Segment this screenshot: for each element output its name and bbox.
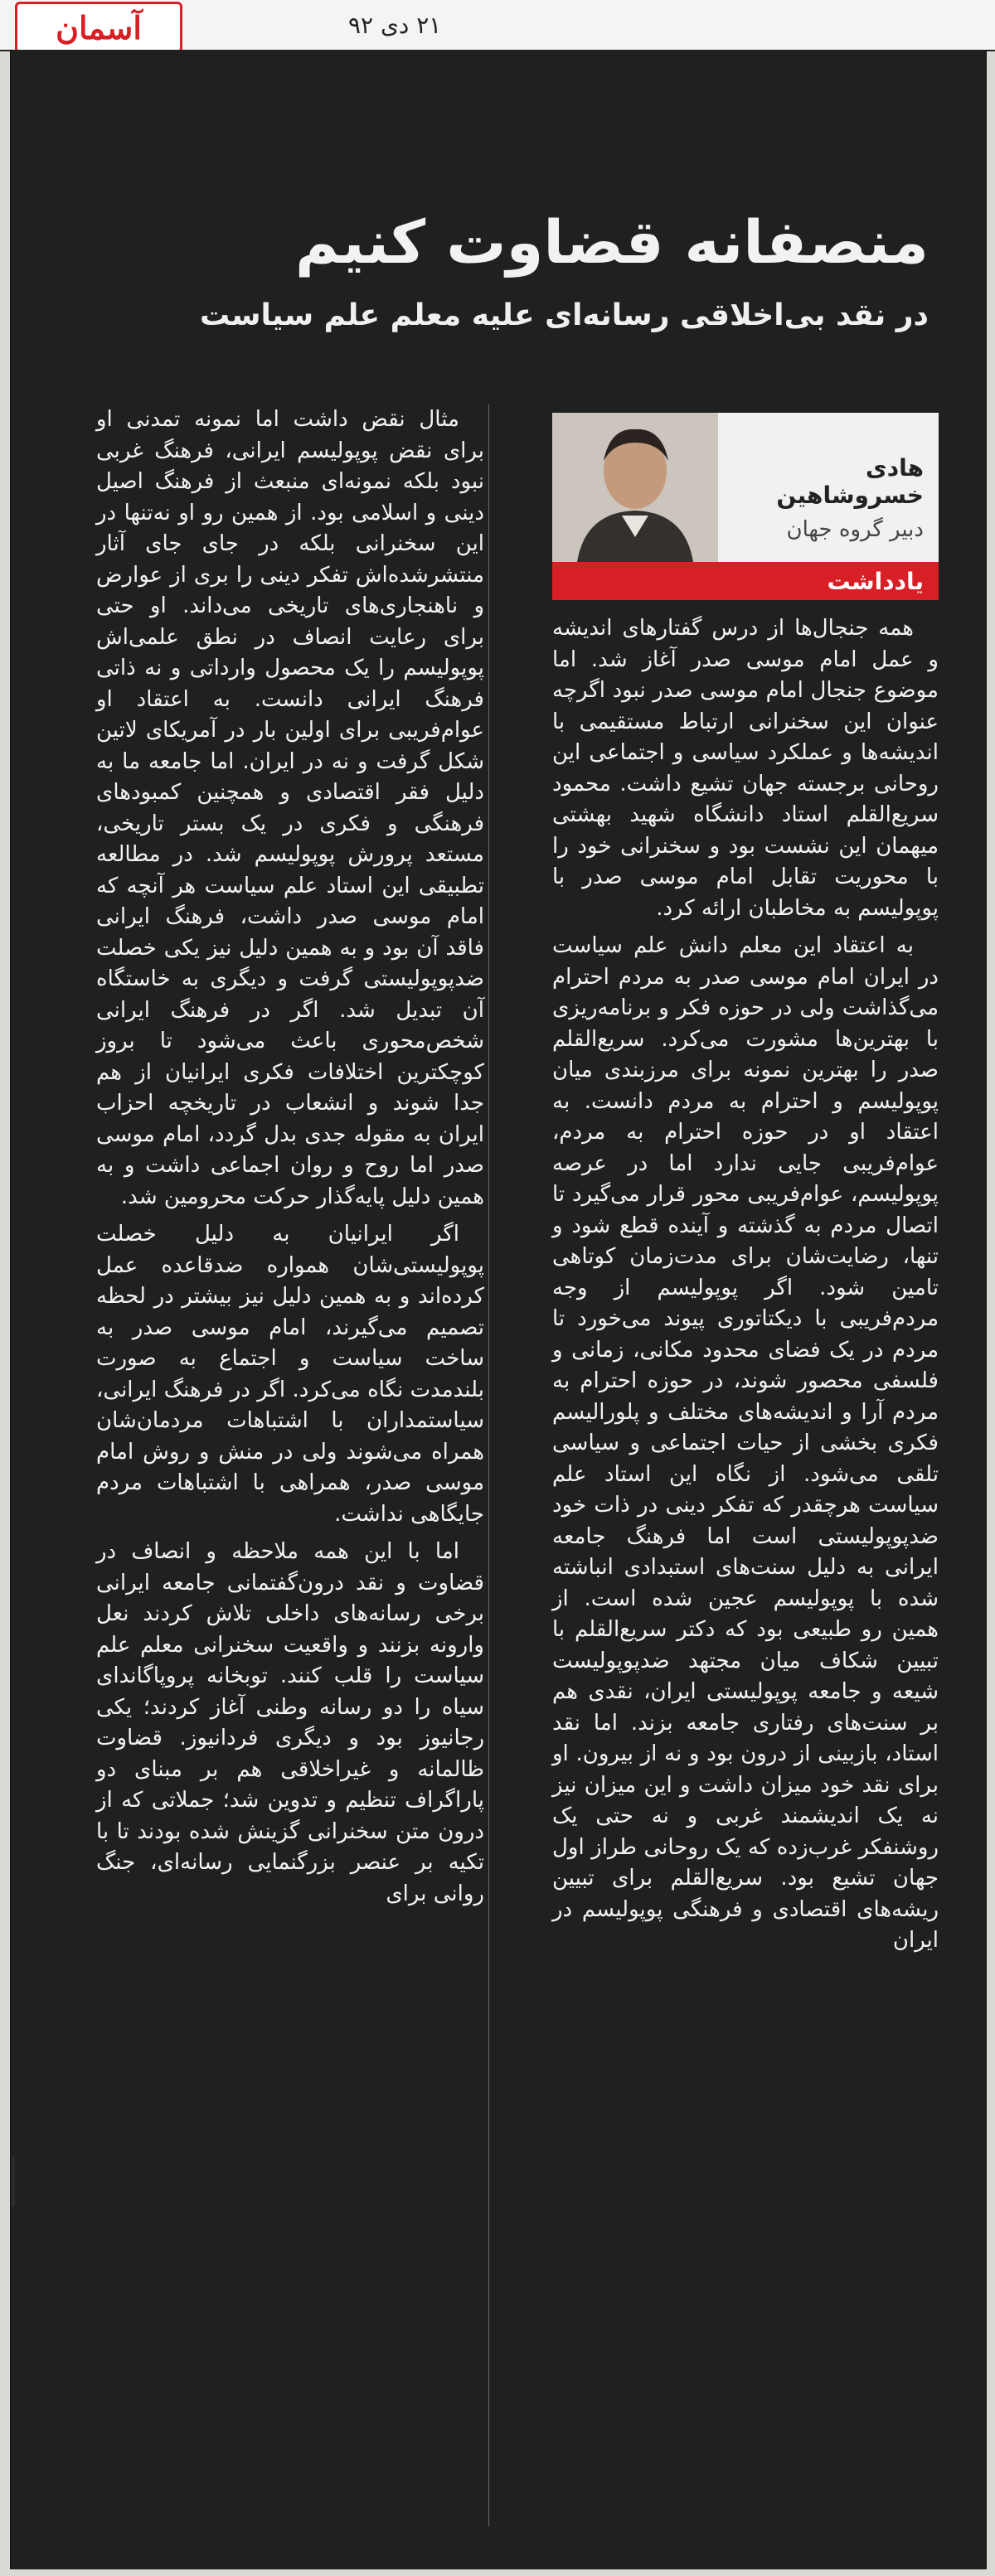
paragraph: اگر ایرانیان به دلیل خصلت پوپولیستی‌شان همواره ضدقاعده عمل کرده‌اند و به همین دلیل نیز بیشتر در لحظه تصمیم می‌گیرند، امام موسی صدر به ساخت سیاست و اجتماع به صورت بلندمدت نگاه می‌کرد. اگر در فرهنگ ایرانی، سیاستمداران با اشتباهات مردمان‌شان همراه می‌شوند ولی در منش و روش امام موسی صدر، همراهی با اشتباهات مردم جایگاهی نداشت. [96,1222,484,1527]
author-portrait-icon [552,413,718,562]
paragraph: مثال نقض داشت اما نمونه تمدنی او برای نقض پوپولیسم ایرانی، فرهنگ غربی نبود بلکه نمونه‌ای منبعث از فرهنگ اصیل دینی و اسلامی بود. از همین رو او نه‌تنها در این سخنرانی بلکه در جای جای آثار منتشرشده‌اش تفکر دینی را بری از عوارض و ناهنجاری‌های تاریخی می‌داند. او حتی برای رعایت انصاف در نطق علمی‌اش پوپولیسم را یک محصول وارداتی و نه ذاتی فرهنگ ایرانی دانست. به اعتقاد او عوام‌فریبی برای اولین بار در آمریکای لاتین شکل گرفت و نه در ایران. اما جامعه ما به دلیل فقر اقتصادی و همچنین کمبودهای فرهنگی و فکری در یک بستر تاریخی، مستعد پرورش پوپولیسم شد. در مطالعه تطبیقی این استاد علم سیاست هر آنچه که امام موسی صدر داشت، فرهنگ ایرانی فاقد آن بود و به همین دلیل نیز یکی خصلت ضدپوپولیستی گرفت و دیگری به خاستگاه آن تبدیل شد. اگر در فرهنگ ایرانی شخص‌محوری باعث می‌شود تا بروز کوچکترین اختلافات فکری ایرانیان از هم جدا شوند و انشعاب در تاریخچه احزاب ایران به مقوله جدی بدل گردد، امام موسی صدر اما روح و روان اجماعی داشت و به همین دلیل پایه‌گذار حرکت محرومین شد. [96,407,484,1209]
column-divider [488,404,489,2526]
author-box [552,413,939,600]
author-name: هادی خسروشاهین [776,454,924,509]
note-label-text: یادداشت [827,567,924,595]
note-label [552,562,939,600]
logo-text: آسمان [56,8,142,46]
paragraph: اما با این همه ملاحظه و انصاف در قضاوت و نقد درون‌گفتمانی جامعه ایرانی برخی رسانه‌های داخلی تلاش کردند نعل وارونه بزنند و واقعیت سخنرانی معلم علم سیاست را قلب کنند. توبخانه پروپاگاندای سیاه را دو رسانه وطنی آغاز کردند؛ یکی رجانیوز بود و دیگری فردانیوز. قضاوت ظالمانه و غیراخلاقی هم بر مبنای دو پاراگراف تنظیم و تدوین شد؛ جملاتی که از درون متن سخنرانی گزینش شده بودند تا با تکیه بر عنصر بزرگنمایی رسانه‌ای، جنگ روانی برای [96,1539,484,1906]
author-role: دبیر گروه جهان [786,517,924,542]
article-column-left [96,404,484,1916]
article-column-right [552,613,939,1963]
author-photo [552,413,718,562]
article-title: منصفانه قضاوت کنیم [295,207,929,277]
author-text [725,454,924,542]
masthead-strip [0,0,995,51]
paragraph: به اعتقاد این معلم دانش علم سیاست در ایران امام موسی صدر به مردم احترام می‌گذاشت ولی در حوزه فکر و برنامه‌ریزی با بهترین‌ها مشورت می‌کرد. سریع‌القلم صدر را بهترین نمونه برای مرزبندی میان پوپولیسم و احترام به مردم دانست. به اعتقاد او در حوزه احترام به مردم، عوام‌فریبی جایی ندارد اما در عرصه پوپولیسم، عوام‌فریبی محور قرار می‌گیرد تا اتصال مردم به گذشته و آینده قطع شود و تنها، رضایت‌شان برای مدت‌زمان کوتاهی تامین شود. اگر پوپولیسم از وجه مردم‌فریبی با دیکتاتوری پیوند می‌خورد تا مردم در یک فضای محدود مکانی، زمانی و فلسفی محصور شوند، در حوزه احترام به مردم آرا و اندیشه‌های مختلف و پلورالیسم فکری بخشی از حیات اجتماعی و سیاسی تلقی می‌شود. از نگاه این استاد علم سیاست هرچقدر که تفکر دینی در ذات خود ضدپوپولیستی است اما فرهنگ جامعه ایرانی به دلیل سنت‌های استبدادی انباشته شده با پوپولیسم عجین شده است. از همین رو طبیعی بود که دکتر سریع‌القلم با تبیین شکاف میان مجتهد ضدپوپولیست شیعه و جامعه پوپولیستی ایران، نقدی هم بر سنت‌های رفتاری جامعه بزند. اما نقد استاد، بازبینی از درون بود و نه از بیرون. او برای نقد خود میزان داشت و این میزان نیز نه یک اندیشمند غربی و نه حتی یک روشنفکر غرب‌زده که یک روحانی طراز اول جهان تشیع بود. سریع‌القلم برای تبیین ریشه‌های اقتصادی و فرهنگی پوپولیسم در ایران [552,933,939,1953]
page-edge-mark [12,2157,15,2206]
issue-date: ۲۱ دی ۹۲ [348,12,442,39]
newspaper-logo [15,2,182,53]
article-subtitle: در نقد بی‌اخلاقی رسانه‌ای علیه معلم علم سیاست [199,298,929,332]
paragraph: همه جنجال‌ها از درس گفتارهای اندیشه و عمل امام موسی صدر آغاز شد. اما موضوع جنجال امام موسی صدر نبود اگرچه عنوان این سخنرانی ارتباط مستقیمی با اندیشه‌ها و عملکرد سیاسی و اجتماعی این روحانی برجسته جهان تشیع داشت. محمود سریع‌القلم استاد دانشگاه شهید بهشتی میهمان این نشست بود و سخنرانی خود را با محوریت تقابل امام موسی صدر با پوپولیسم به مخاطبان ارائه کرد. [552,616,939,921]
